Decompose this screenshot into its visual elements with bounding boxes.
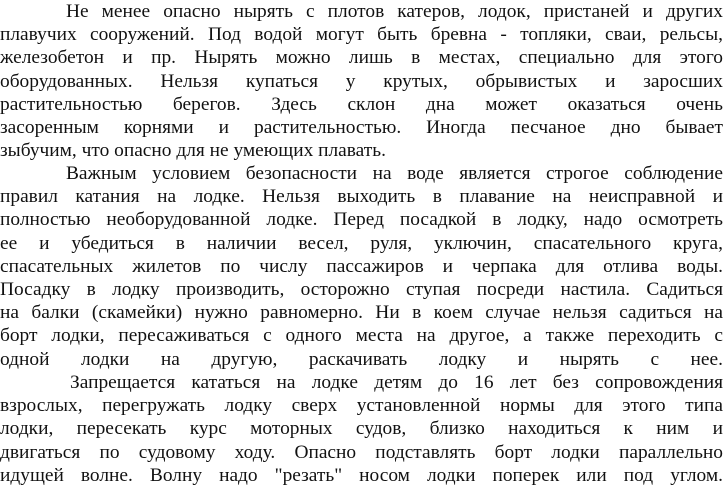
text-line: плавучих сооружений. Под водой могут быть бревна - топляки, сваи, рельсы, bbox=[0, 24, 723, 46]
text-line: одной лодки на другую, раскачивать лодку и нырять с нее. bbox=[0, 348, 723, 370]
text-line: зыбучим, что опасно для не умеющих плавать. bbox=[0, 140, 386, 162]
text-line: правил катания на лодке. Нельзя выходить в плавание на неисправной и bbox=[0, 186, 723, 208]
text-line: железобетон и пр. Нырять можно лишь в местах, специально для этого bbox=[0, 47, 723, 69]
text-line: Важным условием безопасности на воде является строгое соблюдение bbox=[66, 163, 723, 184]
text-line: идущей волне. Волну надо "резать" носом лодки поперек или под углом. bbox=[0, 464, 723, 486]
text-line: полностью необорудованной лодке. Перед посадкой в лодку, надо осмотреть bbox=[0, 209, 723, 231]
text-line: борт лодки, пересаживаться с одного места на другое, а также переходить с bbox=[0, 325, 723, 347]
text-line: Не менее опасно нырять с плотов катеров, лодок, пристаней и других bbox=[66, 1, 723, 22]
text-line: Запрещается кататься на лодке детям до 16 лет без сопровождения bbox=[70, 372, 723, 393]
text-line: засоренным корнями и растительностью. Иногда песчаное дно бывает bbox=[0, 116, 723, 138]
text-line: взрослых, перегружать лодку сверх установленной нормы для этого типа bbox=[0, 395, 723, 417]
text-line: растительностью берегов. Здесь склон дна может оказаться очень bbox=[0, 93, 723, 115]
text-line: Посадку в лодку производить, осторожно ступая посреди настила. Садиться bbox=[0, 278, 723, 300]
paragraph-diving bbox=[0, 0, 723, 162]
paragraph-prohibitions bbox=[0, 371, 723, 487]
text-line: на балки (скамейки) нужно равномерно. Ни в коем случае нельзя садиться на bbox=[0, 302, 723, 324]
text-line: спасательных жилетов по числу пассажиров и черпака для отлива воды. bbox=[0, 255, 723, 277]
text-line: двигаться по судовому ходу. Опасно подставлять борт лодки параллельно bbox=[0, 441, 723, 463]
text-line: ее и убедиться в наличии весел, руля, уключин, спасательного круга, bbox=[0, 232, 723, 254]
text-line: оборудованных. Нельзя купаться у крутых, обрывистых и заросших bbox=[0, 70, 723, 92]
text-line: лодки, пересекать курс моторных судов, близко находиться к ним и bbox=[0, 418, 723, 440]
paragraph-boat-rules bbox=[0, 162, 723, 371]
